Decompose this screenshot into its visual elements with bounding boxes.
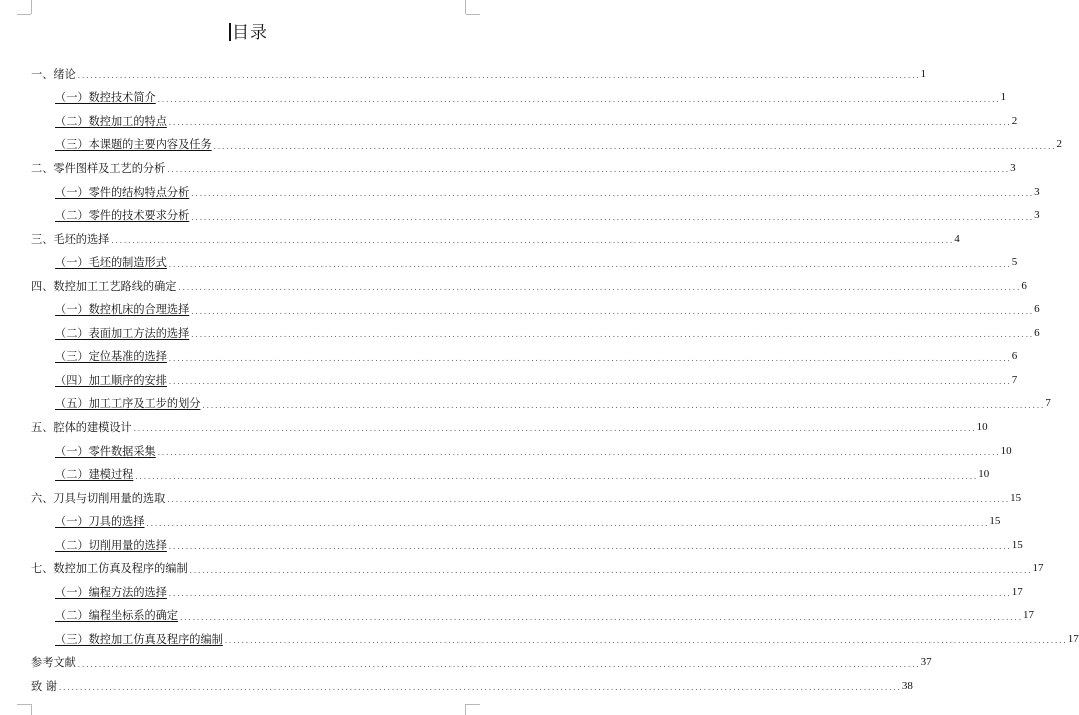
toc-entry-text[interactable]: （五）加工工序及工步的划分 xyxy=(55,397,201,411)
toc-leader-dots: ........................................................................................................................................................................................................ xyxy=(167,378,1011,387)
toc-page-number: 7 xyxy=(1011,373,1018,386)
toc-entry-text[interactable]: （二）数控加工的特点 xyxy=(55,114,167,128)
toc-leader-dots: ........................................................................................................................................................................................................ xyxy=(76,660,920,669)
toc-title xyxy=(0,18,497,43)
text-cursor xyxy=(229,23,231,41)
toc-entry[interactable] xyxy=(31,321,1040,345)
crop-mark-bottom-left-v xyxy=(31,704,32,715)
toc-entry-text[interactable]: 一、绪论 xyxy=(31,67,76,81)
toc-leader-dots: ........................................................................................................................................................................................................ xyxy=(134,472,978,481)
toc-leader-dots: ........................................................................................................................................................................................................ xyxy=(166,496,1010,505)
toc-entry-text[interactable]: （一）零件的结构特点分析 xyxy=(55,185,190,199)
toc-leader-dots: ........................................................................................................................................................................................................ xyxy=(179,613,1022,622)
toc-page-number: 37 xyxy=(920,656,932,669)
toc-page-number: 2 xyxy=(1056,138,1063,151)
toc-entry[interactable] xyxy=(31,274,1027,298)
toc-leader-dots: ........................................................................................................................................................................................................ xyxy=(223,637,1067,646)
toc-entry[interactable] xyxy=(31,604,1034,628)
toc-page-number: 15 xyxy=(1010,491,1022,504)
table-of-contents xyxy=(31,62,1079,698)
toc-page-number: 10 xyxy=(1000,444,1012,457)
crop-mark-bottom-left-h xyxy=(17,704,31,705)
toc-leader-dots: ........................................................................................................................................................................................................ xyxy=(201,401,1045,410)
toc-entry-text[interactable]: （二）表面加工方法的选择 xyxy=(55,326,190,340)
toc-entry[interactable] xyxy=(31,439,1012,463)
toc-page-number: 5 xyxy=(1011,256,1018,269)
crop-mark-bottom-right-v xyxy=(465,704,466,715)
toc-page-number: 17 xyxy=(1032,562,1044,575)
toc-entry[interactable] xyxy=(31,674,913,698)
toc-leader-dots: ........................................................................................................................................................................................................ xyxy=(57,684,901,693)
toc-entry-text[interactable]: （一）毛坯的制造形式 xyxy=(55,256,167,270)
toc-entry-text[interactable]: 六、刀具与切削用量的选取 xyxy=(31,491,166,505)
toc-entry[interactable] xyxy=(31,156,1016,180)
toc-page-number: 15 xyxy=(1011,538,1023,551)
toc-entry[interactable] xyxy=(31,62,927,86)
toc-leader-dots: ........................................................................................................................................................................................................ xyxy=(156,449,1000,458)
toc-entry[interactable] xyxy=(31,297,1040,321)
toc-entry[interactable] xyxy=(31,227,960,251)
toc-entry-text[interactable]: （三）本课题的主要内容及任务 xyxy=(55,138,212,152)
toc-entry-text[interactable]: 二、零件图样及工艺的分析 xyxy=(31,161,166,175)
toc-leader-dots: ........................................................................................................................................................................................................ xyxy=(188,566,1032,575)
toc-page-number: 15 xyxy=(989,515,1001,528)
toc-leader-dots: ........................................................................................................................................................................................................ xyxy=(167,260,1011,269)
toc-entry[interactable] xyxy=(31,392,1051,416)
toc-page-number: 17 xyxy=(1067,632,1079,645)
toc-entry[interactable] xyxy=(31,109,1018,133)
toc-leader-dots: ........................................................................................................................................................................................................ xyxy=(212,142,1056,151)
toc-entry-text[interactable]: （一）零件数据采集 xyxy=(55,444,156,458)
toc-entry[interactable] xyxy=(31,509,1001,533)
toc-entry[interactable] xyxy=(31,486,1022,510)
toc-entry[interactable] xyxy=(31,345,1018,369)
toc-page-number: 3 xyxy=(1034,209,1040,222)
toc-entry-text[interactable]: （四）加工顺序的安排 xyxy=(55,373,167,387)
toc-page-number: 10 xyxy=(976,420,988,433)
toc-leader-dots: ........................................................................................................................................................................................................ xyxy=(190,307,1034,316)
toc-page-number: 3 xyxy=(1034,185,1040,198)
crop-mark-top-left-v xyxy=(31,0,32,14)
toc-page-number: 6 xyxy=(1011,350,1018,363)
toc-entry[interactable] xyxy=(31,133,1063,157)
toc-entry-text[interactable]: 五、腔体的建模设计 xyxy=(31,420,132,434)
toc-entry-text[interactable]: （一）刀具的选择 xyxy=(55,515,145,529)
toc-leader-dots: ........................................................................................................................................................................................................ xyxy=(190,331,1034,340)
toc-entry[interactable] xyxy=(31,415,988,439)
toc-entry[interactable] xyxy=(31,556,1044,580)
toc-entry[interactable] xyxy=(31,462,990,486)
toc-leader-dots: ........................................................................................................................................................................................................ xyxy=(190,213,1034,222)
toc-leader-dots: ........................................................................................................................................................................................................ xyxy=(190,190,1034,198)
toc-entry-text[interactable]: 参考文献 xyxy=(31,656,76,670)
toc-entry-text[interactable]: （一）数控机床的合理选择 xyxy=(55,303,190,317)
toc-page-number: 17 xyxy=(1011,585,1023,598)
toc-page-number: 3 xyxy=(1010,161,1016,174)
toc-entry[interactable] xyxy=(31,86,1007,110)
toc-page-number: 1 xyxy=(1000,91,1007,104)
crop-mark-top-left-h xyxy=(17,14,31,15)
toc-leader-dots: ........................................................................................................................................................................................................ xyxy=(156,95,1000,104)
toc-leader-dots: ........................................................................................................................................................................................................ xyxy=(167,119,1011,128)
toc-page-number: 2 xyxy=(1011,114,1018,127)
toc-page-number: 6 xyxy=(1034,303,1040,316)
toc-entry-text[interactable]: （二）切削用量的选择 xyxy=(55,538,167,552)
toc-leader-dots: ........................................................................................................................................................................................................ xyxy=(145,519,989,528)
toc-page-number: 7 xyxy=(1045,397,1051,410)
toc-page-number: 6 xyxy=(1034,326,1040,339)
toc-page-number: 1 xyxy=(920,67,927,80)
toc-leader-dots: ........................................................................................................................................................................................................ xyxy=(132,425,976,434)
toc-entry-text[interactable]: （二）建模过程 xyxy=(55,468,134,482)
toc-leader-dots: ........................................................................................................................................................................................................ xyxy=(110,237,954,246)
toc-entry-text[interactable]: （一）编程方法的选择 xyxy=(55,585,167,599)
toc-entry[interactable] xyxy=(31,651,932,675)
toc-entry-text[interactable]: （二）编程坐标系的确定 xyxy=(55,609,179,623)
toc-leader-dots: ........................................................................................................................................................................................................ xyxy=(166,166,1010,175)
toc-leader-dots: ........................................................................................................................................................................................................ xyxy=(76,72,920,81)
toc-leader-dots: ........................................................................................................................................................................................................ xyxy=(167,543,1011,552)
toc-entry-text[interactable]: （三）数控加工仿真及程序的编制 xyxy=(55,632,223,646)
toc-entry[interactable] xyxy=(31,627,1079,651)
toc-page-number: 6 xyxy=(1021,279,1027,292)
toc-entry-text[interactable]: 四、数控加工工艺路线的确定 xyxy=(31,279,177,293)
toc-entry[interactable] xyxy=(31,180,1040,204)
toc-entry-text[interactable]: 致 谢 xyxy=(31,679,57,693)
toc-title-text: 目录 xyxy=(232,23,268,43)
toc-page-number: 17 xyxy=(1022,609,1034,622)
toc-page-number: 38 xyxy=(901,679,913,692)
toc-entry-text[interactable]: 三、毛坯的选择 xyxy=(31,232,110,246)
toc-leader-dots: ........................................................................................................................................................................................................ xyxy=(167,590,1011,599)
crop-mark-bottom-right-h xyxy=(466,704,480,705)
toc-leader-dots: ........................................................................................................................................................................................................ xyxy=(177,284,1021,293)
toc-entry-text[interactable]: （一）数控技术简介 xyxy=(55,91,156,105)
toc-leader-dots: ........................................................................................................................................................................................................ xyxy=(167,354,1011,363)
toc-page-number: 4 xyxy=(954,232,960,245)
crop-mark-top-right-h xyxy=(466,14,480,15)
toc-entry-text[interactable]: （二）零件的技术要求分析 xyxy=(55,209,190,223)
toc-entry-text[interactable]: （三）定位基准的选择 xyxy=(55,350,167,364)
toc-entry[interactable] xyxy=(31,250,1018,274)
toc-entry[interactable] xyxy=(31,368,1018,392)
toc-entry-text[interactable]: 七、数控加工仿真及程序的编制 xyxy=(31,562,188,576)
toc-page-number: 10 xyxy=(978,468,990,481)
toc-entry[interactable] xyxy=(31,203,1040,227)
toc-entry[interactable] xyxy=(31,580,1023,604)
crop-mark-top-right-v xyxy=(465,0,466,14)
toc-entry[interactable] xyxy=(31,533,1023,557)
